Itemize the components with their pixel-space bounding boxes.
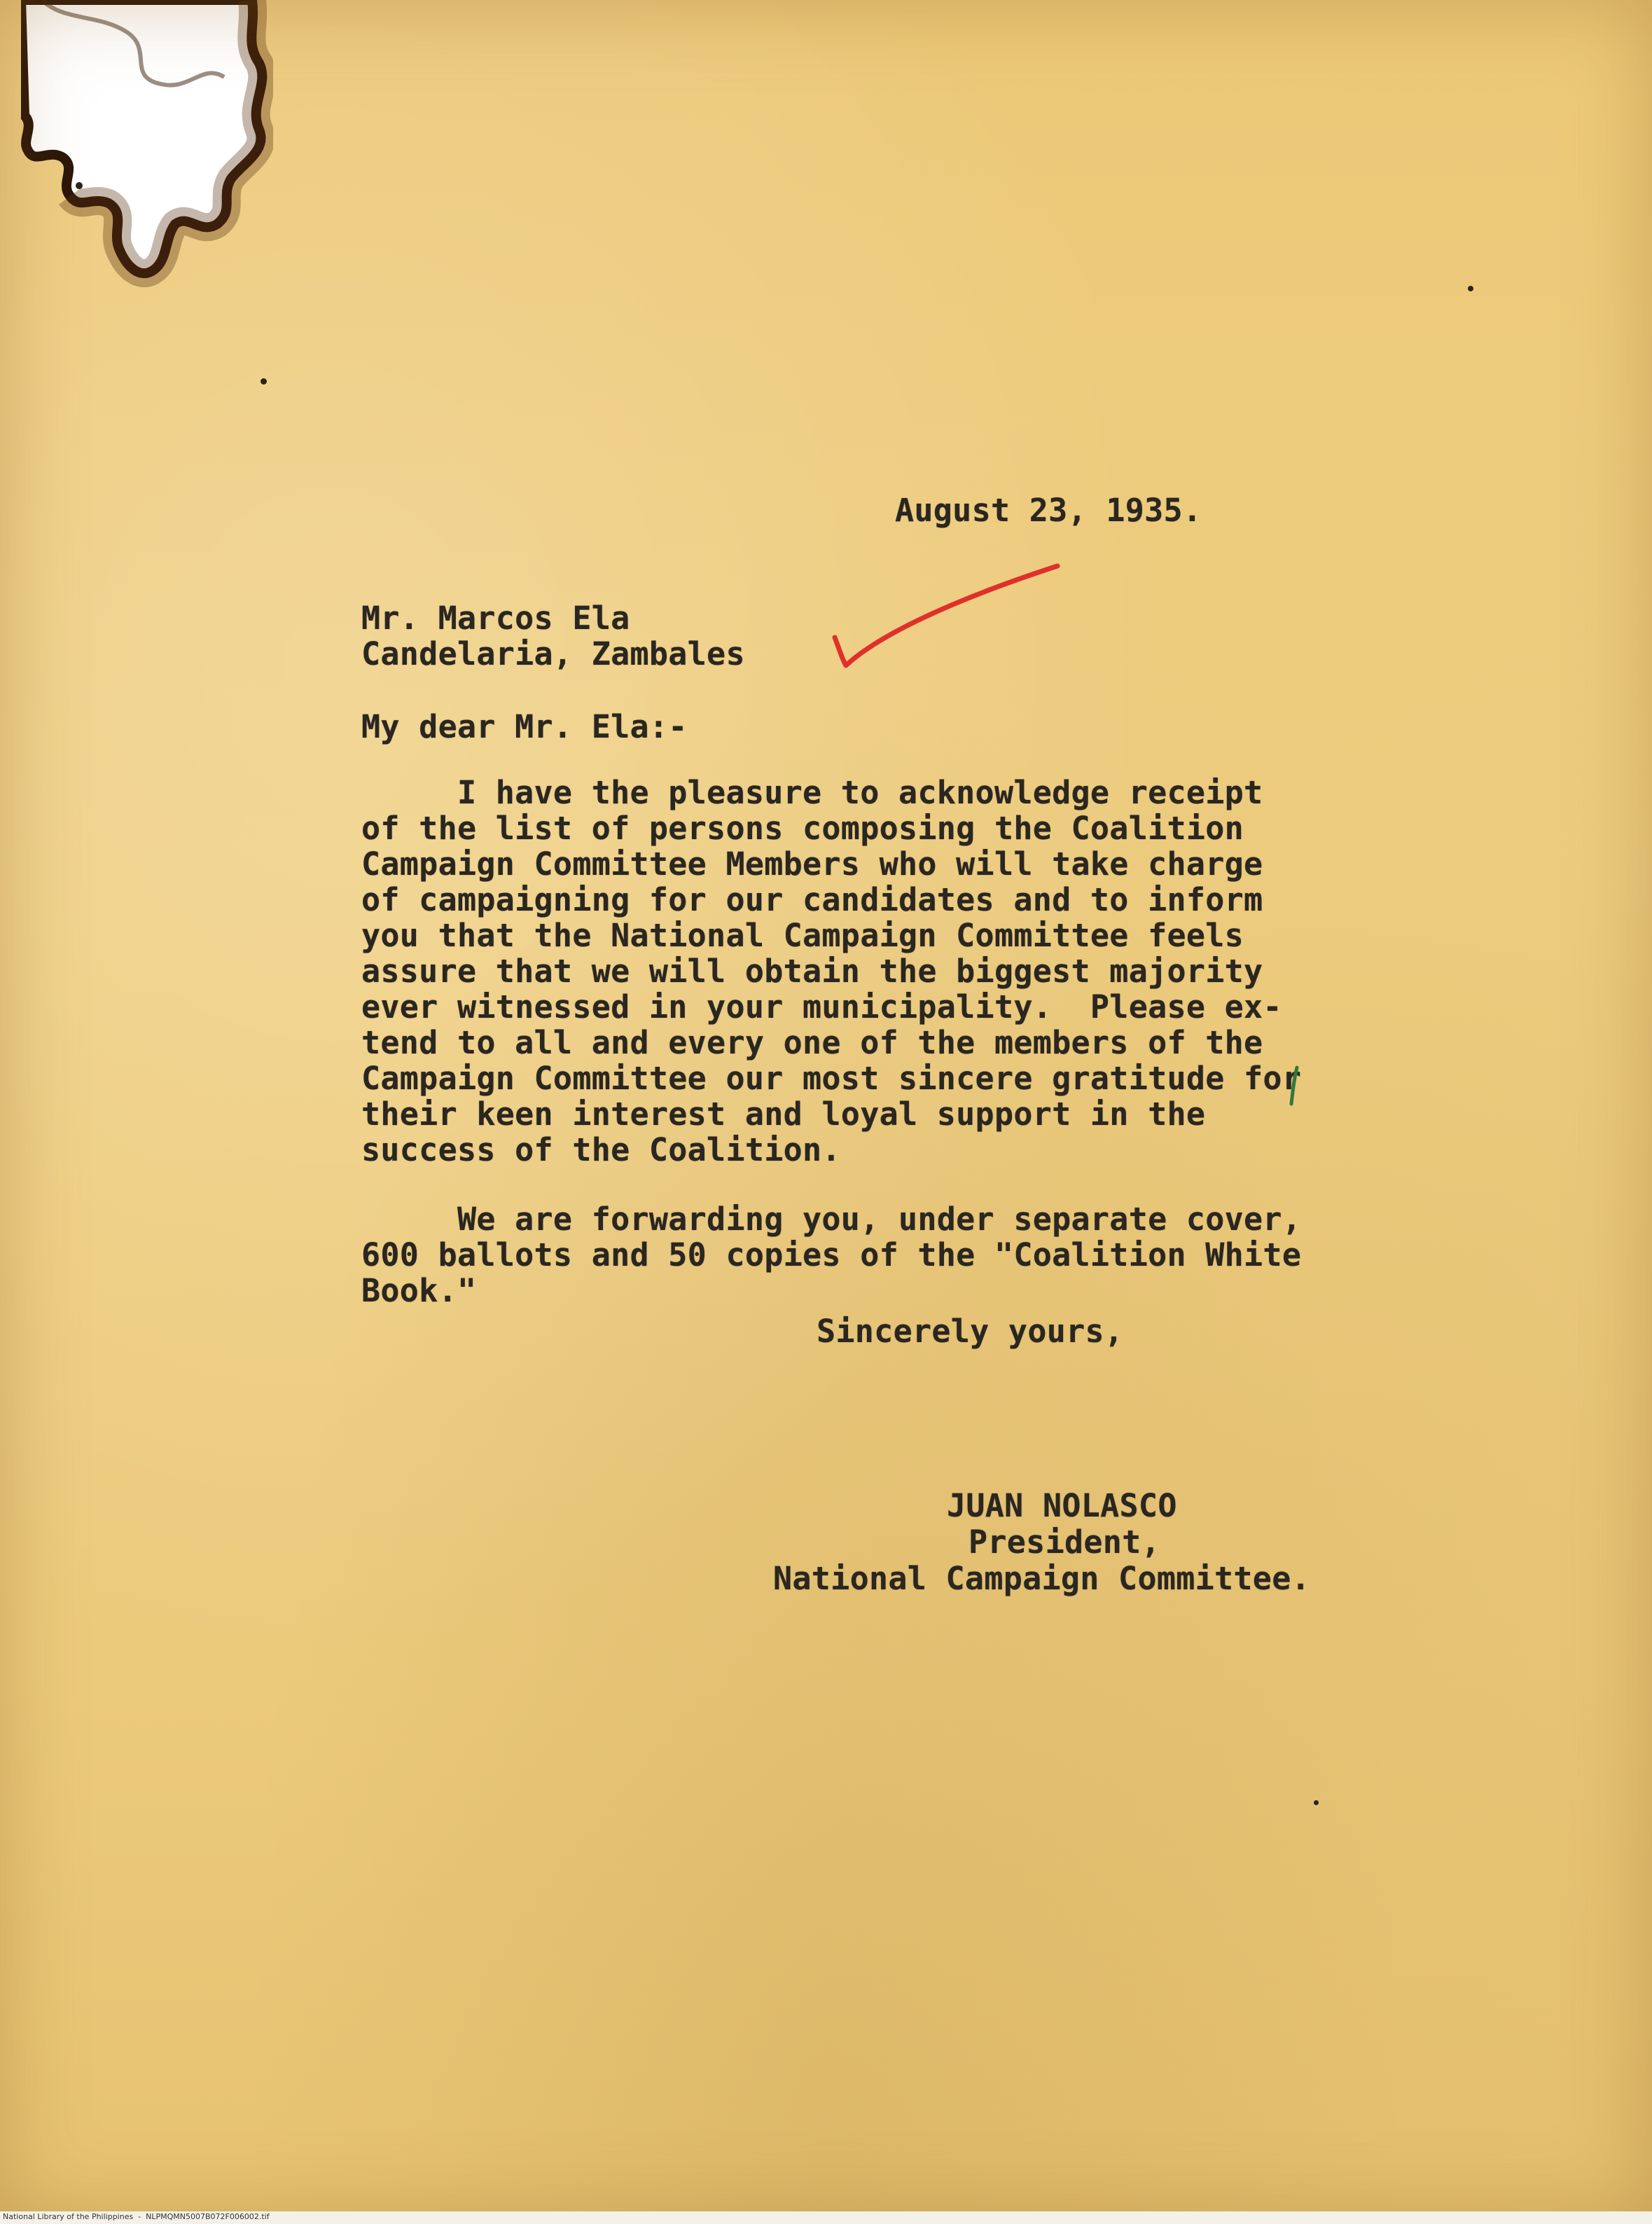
- letter-date: August 23, 1935.: [895, 492, 1202, 529]
- recipient-name: Mr. Marcos Ela: [361, 600, 630, 637]
- recipient-address: Candelaria, Zambales: [361, 635, 745, 672]
- ink-speck: [1314, 1800, 1319, 1805]
- scan-footer: [0, 2211, 1652, 2224]
- signatory-organization: National Campaign Committee.: [773, 1560, 1310, 1597]
- burn-damage: [21, 0, 273, 294]
- closing: Sincerely yours,: [817, 1313, 1124, 1350]
- salutation: My dear Mr. Ela:-: [361, 708, 688, 745]
- signatory-title: President,: [969, 1524, 1160, 1561]
- red-check-mark-icon: [826, 560, 1064, 672]
- body-paragraph: I have the pleasure to acknowledge receipt of the list of persons composing the Coalition Campaign Committee Members who will take charge of campaigning for our candidates and to inform you that the National Campaign Committee feels assure that we will obtain the biggest majority ever witnessed in your municipality. Please ex- tend to all and every one of the members of the Campaign Committee our most sincere gratitude for their keen interest and loyal support in the success of the Coalition.: [361, 774, 1302, 1168]
- green-correction-mark-icon: [1282, 1065, 1310, 1107]
- ink-speck: [76, 182, 83, 189]
- ink-speck: [261, 378, 267, 385]
- body-paragraph: We are forwarding you, under separate cover, 600 ballots and 50 copies of the "Coalition White Book.": [361, 1201, 1302, 1309]
- ink-speck: [1468, 286, 1473, 291]
- scan-credit: National Library of the Philippines - NLPMQMN5007B072F006002.tif: [3, 2212, 270, 2221]
- signatory-name: JUAN NOLASCO: [947, 1487, 1177, 1524]
